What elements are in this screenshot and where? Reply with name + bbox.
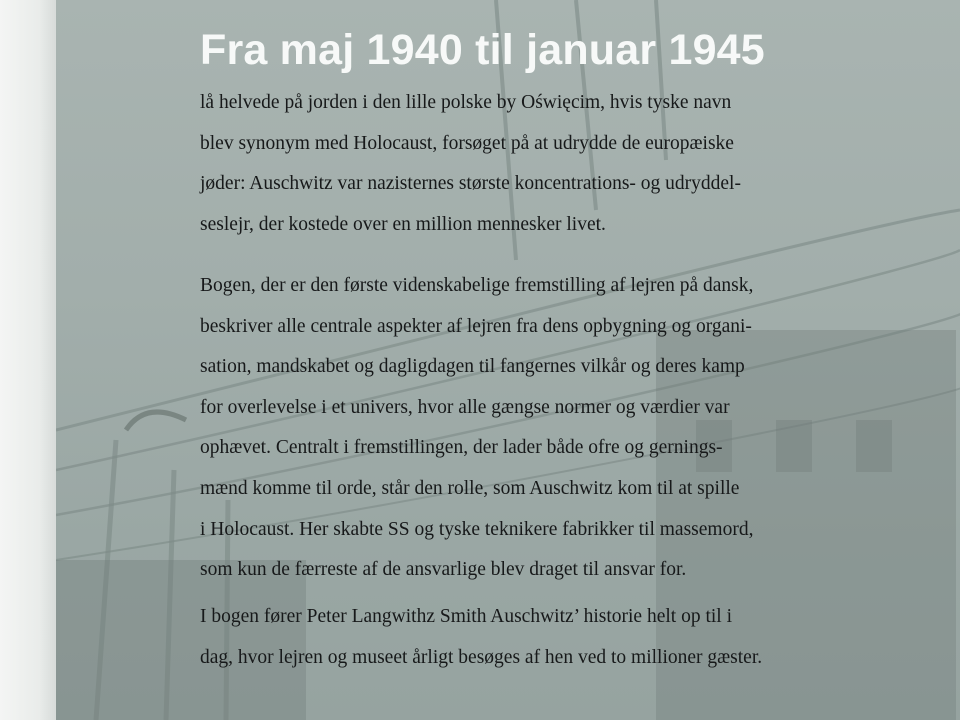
text-line: Bogen, der er den første videnskabelige fremstilling af lejren på dansk, bbox=[200, 275, 754, 296]
text-line: dag, hvor lejren og museet årligt besøges af hen ved to millioner gæster. bbox=[200, 646, 763, 668]
text-line: mænd komme til orde, står den rolle, som Auschwitz kom til at spille bbox=[200, 477, 740, 499]
text-line: I bogen fører Peter Langwithz Smith Auschwitz’ historie helt op til i bbox=[200, 606, 732, 627]
book-page-edge bbox=[0, 0, 56, 720]
text-line: jøder: Auschwitz var nazisternes største koncentrations- og udryddel- bbox=[200, 173, 741, 195]
blurb-paragraph-3 bbox=[200, 597, 840, 678]
text-line: som kun de færreste af de ansvarlige blev draget til ansvar for. bbox=[200, 559, 687, 581]
blurb-paragraph-1 bbox=[200, 83, 840, 245]
text-line: lå helvede på jorden i den lille polske by Oświęcim, hvis tyske navn bbox=[200, 92, 732, 113]
text-line: ophævet. Centralt i fremstillingen, der lader både ofre og gernings- bbox=[200, 437, 723, 459]
blurb-paragraph-2 bbox=[200, 266, 840, 591]
text-line: seslejr, der kostede over en million mennesker livet. bbox=[200, 213, 606, 235]
text-line: sation, mandskabet og dagligdagen til fangernes vilkår og deres kamp bbox=[200, 356, 745, 378]
cover-headline: Fra maj 1940 til januar 1945 bbox=[200, 26, 765, 74]
text-line: i Holocaust. Her skabte SS og tyske teknikere fabrikker til massemord, bbox=[200, 518, 754, 540]
text-line: beskriver alle centrale aspekter af lejren fra dens opbygning og organi- bbox=[200, 315, 752, 337]
book-back-cover bbox=[56, 0, 960, 720]
text-line: for overlevelse i et univers, hvor alle gængse normer og værdier var bbox=[200, 396, 730, 418]
text-line: blev synonym med Holocaust, forsøget på at udrydde de europæiske bbox=[200, 132, 734, 154]
